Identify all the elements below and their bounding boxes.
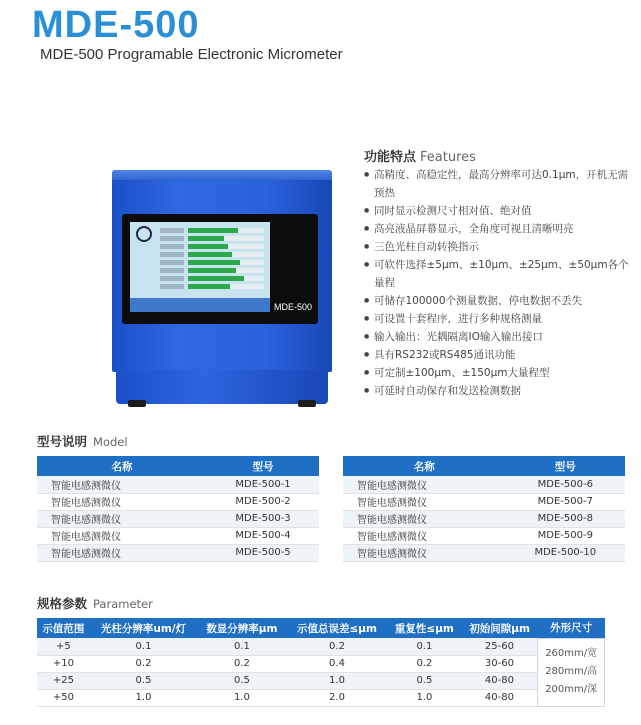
model-number: MDE-500-4	[207, 527, 319, 544]
param-cell: 0.5	[197, 672, 287, 689]
model-number: MDE-500-8	[506, 510, 625, 527]
lcd-row	[160, 260, 264, 265]
model-number: MDE-500-6	[506, 476, 625, 493]
model-name: 智能电感测微仪	[37, 476, 207, 493]
features-heading	[364, 146, 476, 165]
param-cell: 0.2	[90, 655, 197, 672]
table-row	[343, 544, 625, 561]
lcd-row	[160, 284, 264, 289]
param-cell: 0.5	[90, 672, 197, 689]
param-cell: 0.2	[287, 638, 388, 655]
param-col-header: 外形尺寸	[538, 618, 605, 638]
param-cell: 30-60	[461, 655, 537, 672]
param-cell: 0.1	[387, 638, 461, 655]
param-cell: 1.0	[90, 689, 197, 706]
feature-item: ● 高精度、高稳定性，最高分辨率可达0.1μm，开机无需预热	[364, 166, 634, 202]
parameter-title-cn: 规格参数	[37, 596, 88, 611]
feature-item: ● 输入输出：光耦隔离IO输入输出接口	[364, 328, 634, 346]
table-row	[37, 655, 605, 672]
param-cell: +10	[37, 655, 90, 672]
features-title-en: Features	[420, 150, 476, 165]
model-name: 智能电感测微仪	[343, 493, 506, 510]
size-height: 280mm/高	[545, 666, 598, 677]
lcd-row	[160, 228, 264, 233]
table-row	[343, 510, 625, 527]
col-header-model: 型号	[207, 456, 319, 476]
features-title-cn: 功能特点	[364, 150, 417, 165]
product-title: MDE-500	[32, 4, 200, 46]
device-label: MDE-500	[274, 302, 313, 312]
table-row	[37, 544, 319, 561]
table-row	[37, 476, 319, 493]
param-cell: 0.1	[90, 638, 197, 655]
device-foot	[128, 400, 146, 407]
parameter-heading	[37, 594, 153, 612]
param-col-header: 重复性≤μm	[387, 618, 461, 638]
model-number: MDE-500-1	[207, 476, 319, 493]
model-number: MDE-500-9	[506, 527, 625, 544]
model-name: 智能电感测微仪	[343, 476, 506, 493]
model-table-left	[37, 456, 319, 562]
lcd-button-bar	[130, 298, 270, 312]
param-col-header: 光柱分辨率um/灯	[90, 618, 197, 638]
param-cell: +50	[37, 689, 90, 706]
lcd-row	[160, 268, 264, 273]
param-cell: +5	[37, 638, 90, 655]
feature-item: ● 三色光柱自动转换指示	[364, 238, 634, 256]
model-name: 智能电感测微仪	[37, 544, 207, 561]
param-cell: 0.2	[197, 655, 287, 672]
feature-item: ● 可软件选择±5μm、±10μm、±25μm、±50μm各个量程	[364, 256, 634, 292]
model-name: 智能电感测微仪	[343, 544, 506, 561]
model-name: 智能电感测微仪	[343, 527, 506, 544]
col-header-model: 型号	[506, 456, 625, 476]
param-cell: 40-80	[461, 672, 537, 689]
lcd-row	[160, 276, 264, 281]
product-subtitle: MDE-500 Programable Electronic Micrometer	[40, 46, 343, 63]
device-base	[116, 370, 328, 404]
features-list	[364, 166, 634, 400]
table-row	[37, 527, 319, 544]
col-header-name: 名称	[37, 456, 207, 476]
device-lcd	[130, 222, 270, 312]
model-name: 智能电感测微仪	[37, 527, 207, 544]
param-col-header: 数显分辨率μm	[197, 618, 287, 638]
param-col-header: 示值范围	[37, 618, 90, 638]
device-foot	[298, 400, 316, 407]
feature-item: ● 可定制±100μm、±150μm大量程型	[364, 364, 634, 382]
table-row	[37, 493, 319, 510]
parameter-title-en: Parameter	[93, 597, 153, 611]
param-cell: 40-80	[461, 689, 537, 706]
param-cell: 0.2	[387, 655, 461, 672]
feature-item: ● 具有RS232或RS485通讯功能	[364, 346, 634, 364]
param-cell: 1.0	[387, 689, 461, 706]
model-name: 智能电感测微仪	[37, 493, 207, 510]
table-row	[343, 476, 625, 493]
size-width: 260mm/宽	[545, 648, 598, 659]
model-number: MDE-500-10	[506, 544, 625, 561]
param-cell: 25-60	[461, 638, 537, 655]
feature-item: ● 可设置十套程序，进行多种规格测量	[364, 310, 634, 328]
table-row	[343, 527, 625, 544]
param-cell: 0.4	[287, 655, 388, 672]
table-row	[343, 493, 625, 510]
col-header-name: 名称	[343, 456, 506, 476]
model-title-en: Model	[93, 435, 128, 449]
lcd-row	[160, 244, 264, 249]
feature-item: ● 可储存100000个测量数据，停电数据不丢失	[364, 292, 634, 310]
lcd-row	[160, 252, 264, 257]
lcd-row	[160, 236, 264, 241]
feature-item: ● 同时显示检测尺寸相对值、绝对值	[364, 202, 634, 220]
device-image	[112, 170, 332, 410]
model-number: MDE-500-2	[207, 493, 319, 510]
param-col-header: 示值总误差≤μm	[287, 618, 388, 638]
size-depth: 200mm/深	[545, 684, 598, 695]
model-name: 智能电感测微仪	[37, 510, 207, 527]
param-cell: 0.1	[197, 638, 287, 655]
model-number: MDE-500-5	[207, 544, 319, 561]
device-logo-icon	[136, 226, 152, 242]
model-name: 智能电感测微仪	[343, 510, 506, 527]
model-title-cn: 型号说明	[37, 434, 88, 449]
model-number: MDE-500-7	[506, 493, 625, 510]
table-row	[37, 638, 605, 655]
model-heading	[37, 432, 128, 450]
param-cell: +25	[37, 672, 90, 689]
param-col-header: 初始间隙μm	[461, 618, 537, 638]
table-row	[37, 672, 605, 689]
param-size-cell	[538, 638, 605, 706]
param-cell: 2.0	[287, 689, 388, 706]
model-number: MDE-500-3	[207, 510, 319, 527]
parameter-table	[37, 618, 605, 707]
feature-item: ● 高亮液晶屏幕显示，全角度可视且清晰明亮	[364, 220, 634, 238]
param-cell: 1.0	[197, 689, 287, 706]
table-row	[37, 689, 605, 706]
param-cell: 1.0	[287, 672, 388, 689]
table-row	[37, 510, 319, 527]
param-cell: 0.5	[387, 672, 461, 689]
model-table-right	[343, 456, 625, 562]
feature-item: ● 可延时自动保存和发送检测数据	[364, 382, 634, 400]
